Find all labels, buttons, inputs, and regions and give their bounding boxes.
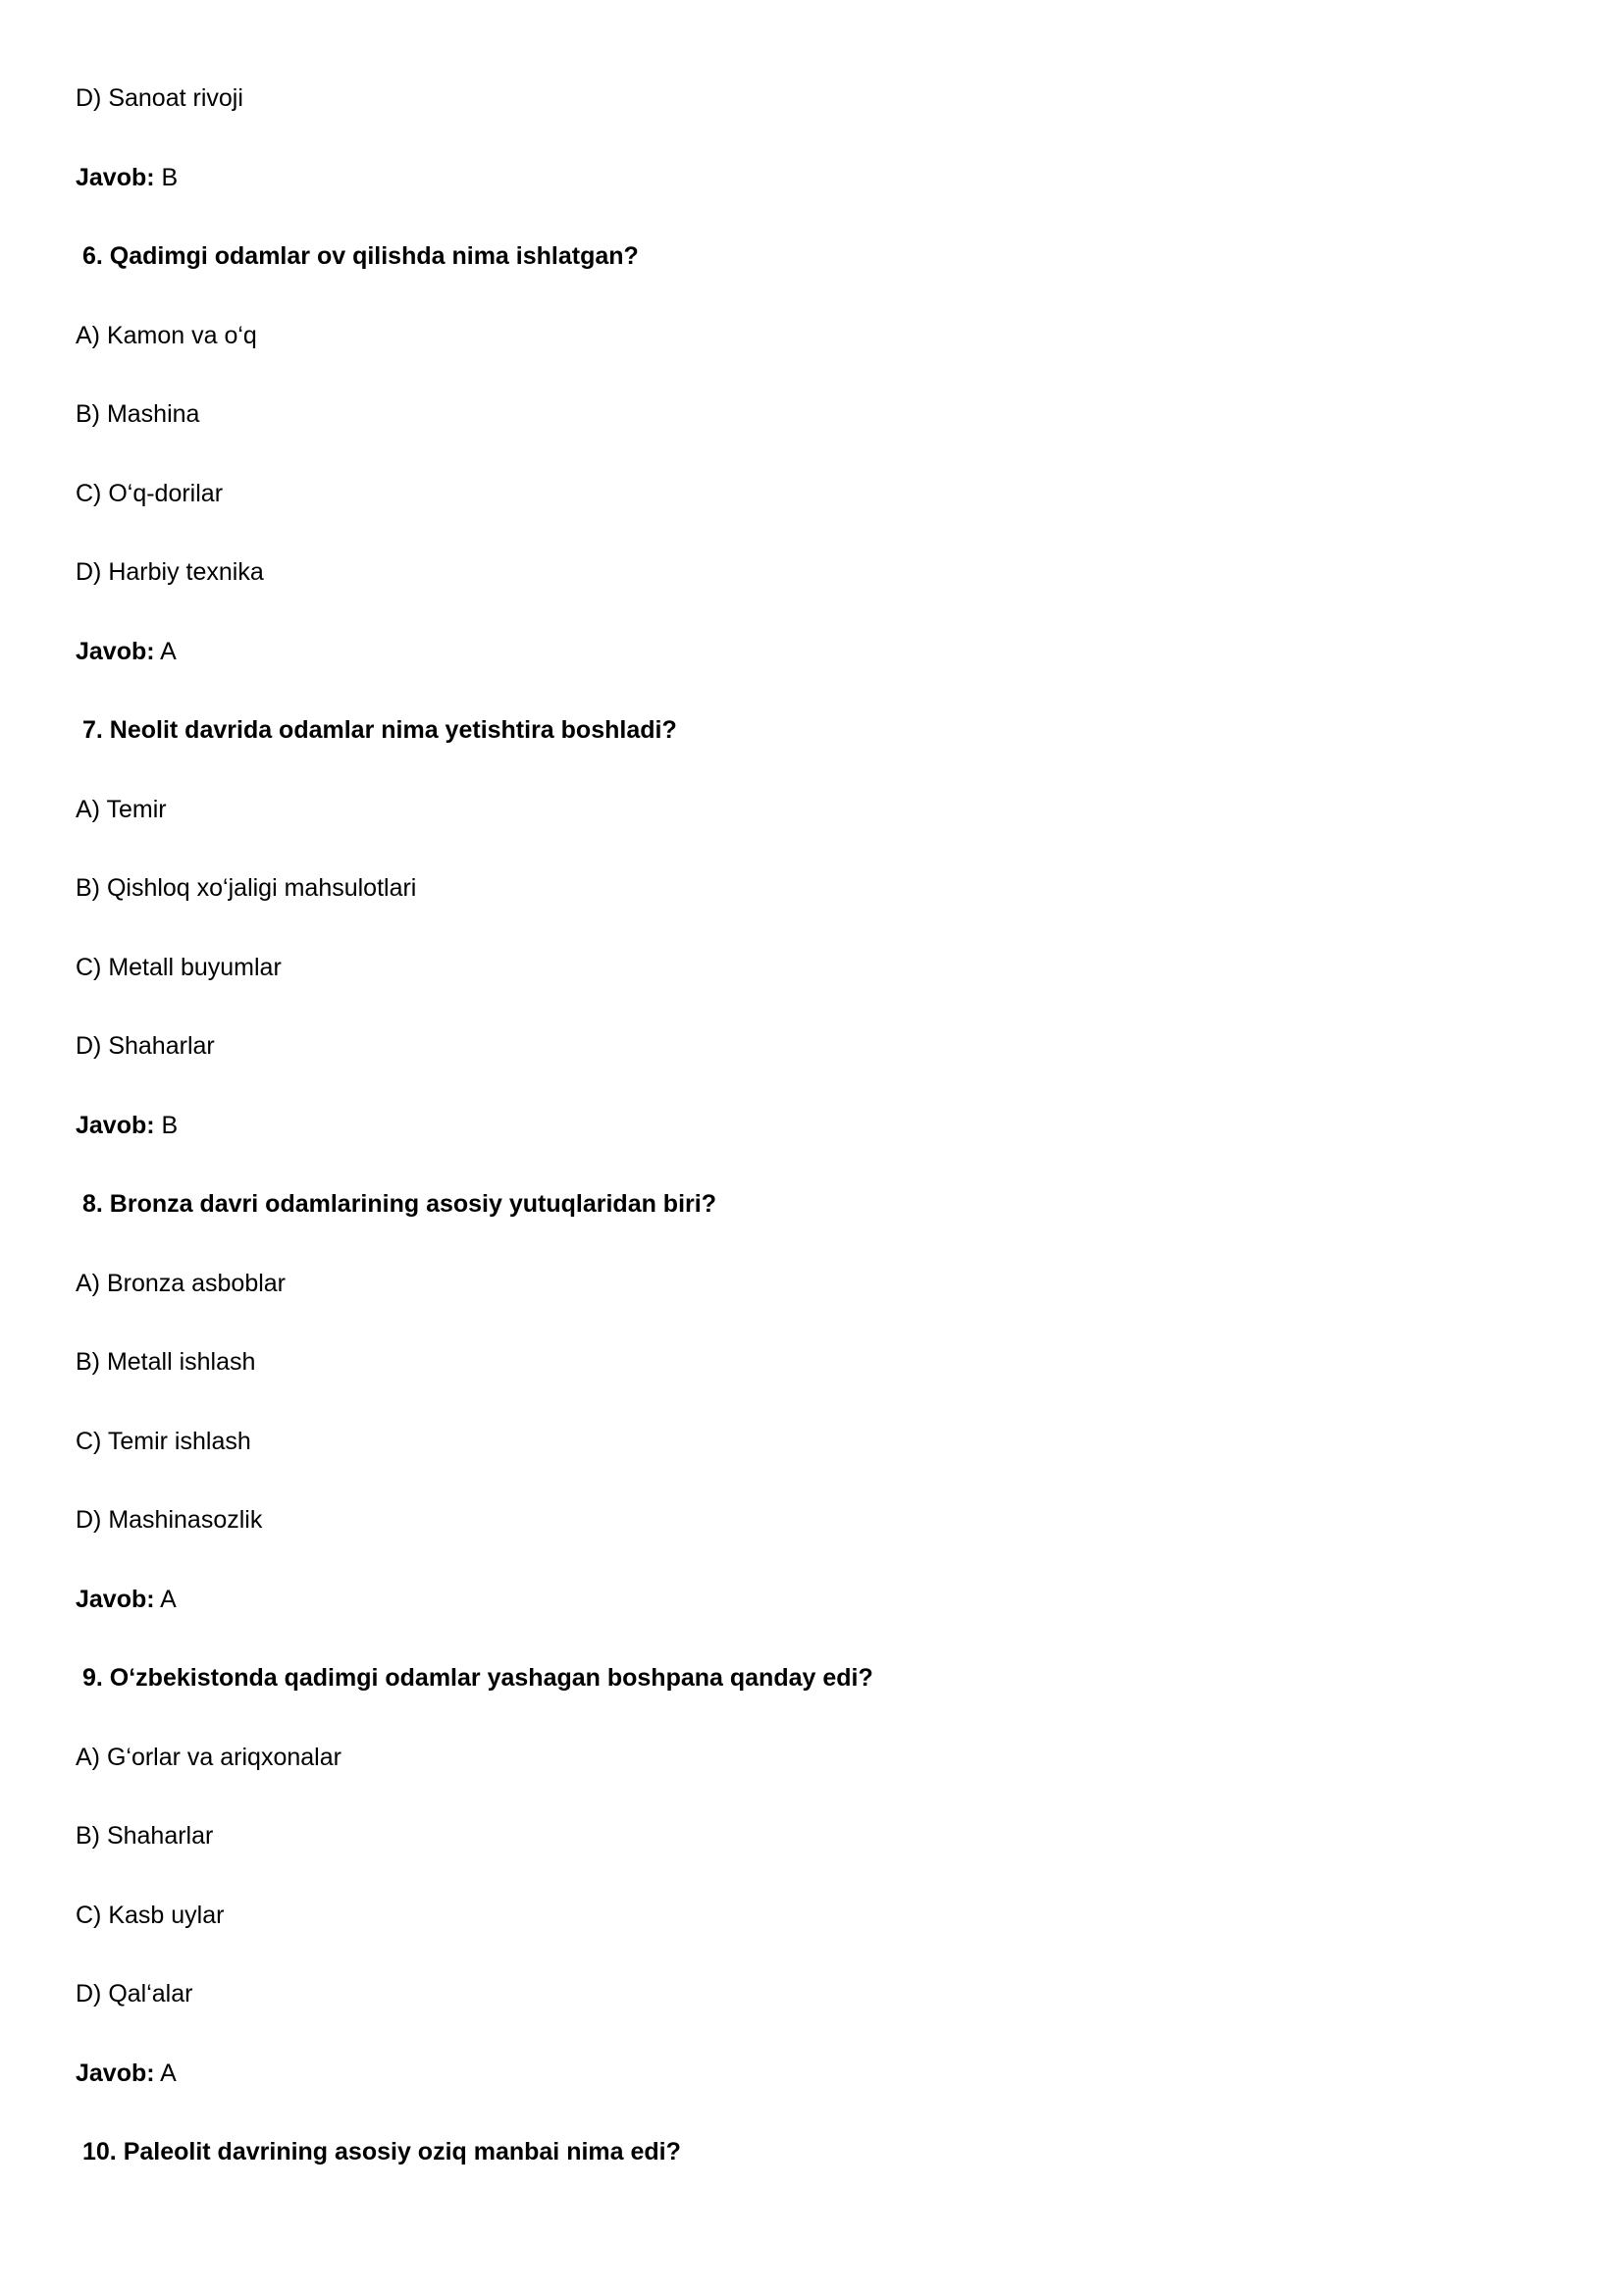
question-heading: 8. Bronza davri odamlarining asosiy yutuqlaridan biri? [82, 1190, 716, 1218]
answer-line [76, 1111, 178, 1140]
answer-label: Javob: [76, 1585, 155, 1613]
answer-label: Javob: [76, 1111, 155, 1139]
question-heading: 7. Neolit davrida odamlar nima yetishtira boshladi? [82, 716, 677, 744]
answer-option: C) O‘q-dorilar [76, 479, 224, 507]
answer-option: D) Harbiy texnika [76, 558, 264, 586]
answer-option: B) Metall ishlash [76, 1348, 256, 1376]
answer-option: B) Shaharlar [76, 1822, 214, 1850]
answer-option: C) Kasb uylar [76, 1901, 225, 1929]
question-heading: 6. Qadimgi odamlar ov qilishda nima ishlatgan? [82, 242, 639, 270]
answer-option: D) Qal‘alar [76, 1980, 193, 2008]
answer-option: A) Bronza asboblar [76, 1269, 287, 1297]
answer-line [76, 2059, 177, 2088]
answer-option: A) G‘orlar va ariqxonalar [76, 1743, 341, 1771]
answer-line [76, 163, 178, 192]
answer-value: A [160, 1585, 177, 1613]
question-heading: 10. Paleolit davrining asosiy oziq manbai nima edi? [82, 2138, 681, 2165]
answer-option: C) Metall buyumlar [76, 953, 282, 981]
answer-value: B [161, 163, 179, 191]
answer-value: A [160, 2059, 177, 2087]
answer-label: Javob: [76, 637, 155, 665]
answer-option: A) Temir [76, 795, 167, 823]
answer-option: C) Temir ishlash [76, 1427, 251, 1455]
answer-option: D) Sanoat rivoji [76, 84, 243, 112]
answer-label: Javob: [76, 2059, 155, 2087]
answer-label: Javob: [76, 163, 155, 191]
answer-option: A) Kamon va o‘q [76, 321, 257, 349]
question-heading: 9. O‘zbekistonda qadimgi odamlar yashagan boshpana qanday edi? [82, 1664, 873, 1692]
answer-option: D) Mashinasozlik [76, 1506, 263, 1534]
answer-line [76, 637, 177, 666]
answer-line [76, 1585, 177, 1614]
answer-option: B) Mashina [76, 400, 200, 428]
answer-value: B [161, 1111, 179, 1139]
answer-option: B) Qishloq xo‘jaligi mahsulotlari [76, 874, 417, 902]
answer-value: A [160, 637, 177, 665]
answer-option: D) Shaharlar [76, 1032, 215, 1060]
